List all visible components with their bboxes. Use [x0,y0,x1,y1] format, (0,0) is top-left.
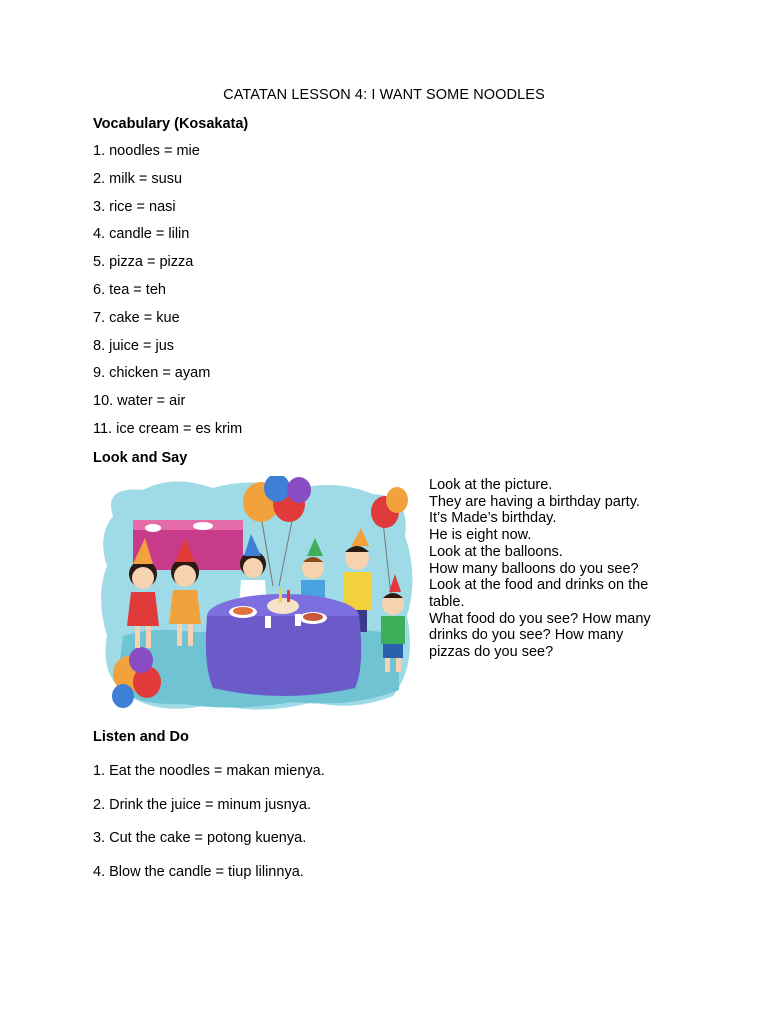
narrative-line: They are having a birthday party. [429,493,640,510]
birthday-party-picture [93,476,419,720]
narrative-line: table. [429,593,465,610]
vocab-item: 10. water = air [93,393,186,410]
party-table [206,588,361,696]
vocabulary-list [93,142,242,448]
vocab-item: 5. pizza = pizza [93,254,194,271]
narrative-line: How many balloons do you see? [429,560,639,577]
narrative-line: What food do you see? How many [429,610,651,627]
page-title: CATATAN LESSON 4: I WANT SOME NOODLES [223,87,545,103]
narrative-line: drinks do you see? How many [429,627,624,644]
look-and-say-heading: Look and Say [93,450,188,466]
narrative-line: pizzas do you see? [429,644,554,661]
listen-and-do-list [93,762,325,896]
instruction-item: 1. Eat the noodles = makan mienya. [93,763,325,779]
listen-and-do-heading: Listen and Do [93,729,189,745]
narrative-line: It’s Made’s birthday. [429,510,557,527]
instruction-item: 2. Drink the juice = minum jusnya. [93,796,311,813]
vocab-item: 11. ice cream = es krim [93,420,243,437]
narrative-line: Look at the balloons. [429,543,563,560]
vocab-item: 4. candle = lilin [93,226,190,243]
look-and-say-text [429,477,689,661]
instruction-item: 3. Cut the cake = potong kuenya. [93,830,307,846]
vocab-item: 2. milk = susu [93,170,183,187]
narrative-line: He is eight now. [429,527,532,544]
birthday-party-illustration [93,476,419,720]
narrative-line: Look at the picture. [429,477,553,493]
vocabulary-heading: Vocabulary (Kosakata) [93,116,249,132]
vocab-item: 3. rice = nasi [93,198,176,215]
vocab-item: 6. tea = teh [93,281,166,298]
vocab-item: 7. cake = kue [93,309,180,326]
vocab-item: 1. noodles = mie [93,143,200,159]
vocab-item: 9. chicken = ayam [93,365,211,382]
narrative-line: Look at the food and drinks on the [429,577,649,594]
instruction-item: 4. Blow the candle = tiup lilinnya. [93,863,304,880]
vocab-item: 8. juice = jus [93,337,175,354]
